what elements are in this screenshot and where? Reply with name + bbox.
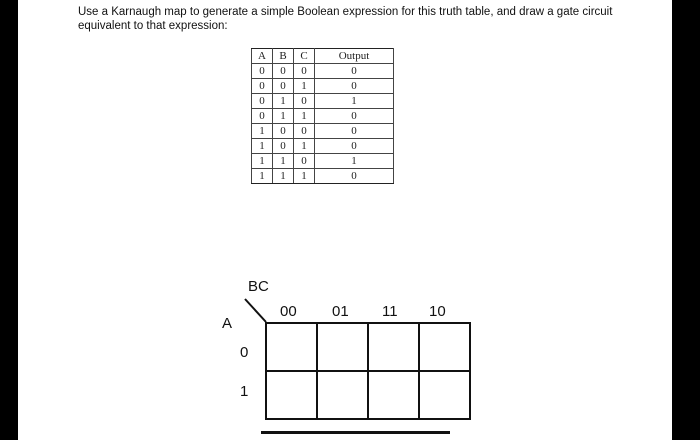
truth-table-row xyxy=(252,79,394,94)
cell: 0 xyxy=(294,124,315,139)
cell: 1 xyxy=(294,139,315,154)
truth-table-header xyxy=(252,49,394,64)
cell: 1 xyxy=(273,94,294,109)
cell: 1 xyxy=(252,124,273,139)
truth-table-row xyxy=(252,169,394,184)
cell: 0 xyxy=(294,94,315,109)
truth-table xyxy=(251,48,394,184)
header-output: Output xyxy=(315,49,394,64)
header-c: C xyxy=(294,49,315,64)
truth-table-row xyxy=(252,139,394,154)
cell: 0 xyxy=(252,64,273,79)
cell: 0 xyxy=(273,79,294,94)
cell: 1 xyxy=(294,79,315,94)
kmap-cell[interactable] xyxy=(317,323,368,371)
cell: 1 xyxy=(252,169,273,184)
header-a: A xyxy=(252,49,273,64)
kmap-grid xyxy=(265,322,471,420)
cell: 1 xyxy=(273,109,294,124)
cell: 0 xyxy=(273,124,294,139)
question-text: Use a Karnaugh map to generate a simple Boolean expression for this truth table, and draw a gate circuit equivalent to that expression: xyxy=(78,6,613,32)
header-b: B xyxy=(273,49,294,64)
cell: 0 xyxy=(294,154,315,169)
cell: 0 xyxy=(252,109,273,124)
kmap-row xyxy=(266,371,470,419)
kmap-cell[interactable] xyxy=(419,323,470,371)
kmap-cell[interactable] xyxy=(266,323,317,371)
cell: 1 xyxy=(252,139,273,154)
cell-output: 0 xyxy=(315,124,394,139)
kmap-row-variable: A xyxy=(222,315,233,332)
truth-table-row xyxy=(252,64,394,79)
cell-output: 1 xyxy=(315,94,394,109)
bottom-divider xyxy=(261,431,450,434)
document-page xyxy=(18,0,672,440)
cell: 1 xyxy=(294,109,315,124)
cell-output: 0 xyxy=(315,64,394,79)
kmap-col-label: 01 xyxy=(332,303,349,320)
cell-output: 0 xyxy=(315,109,394,124)
truth-table-row xyxy=(252,124,394,139)
kmap-cell[interactable] xyxy=(266,371,317,419)
cell: 1 xyxy=(273,169,294,184)
cell: 1 xyxy=(252,154,273,169)
kmap-row xyxy=(266,323,470,371)
cell-output: 0 xyxy=(315,139,394,154)
kmap-row-label: 1 xyxy=(240,383,249,400)
kmap-cell[interactable] xyxy=(368,323,419,371)
cell: 0 xyxy=(252,94,273,109)
kmap-cell[interactable] xyxy=(419,371,470,419)
kmap-cell[interactable] xyxy=(368,371,419,419)
kmap-col-label: 00 xyxy=(280,303,297,320)
truth-table-row xyxy=(252,154,394,169)
kmap-corner-diagonal xyxy=(244,298,268,324)
cell-output: 0 xyxy=(315,169,394,184)
cell: 1 xyxy=(294,169,315,184)
cell: 0 xyxy=(273,64,294,79)
kmap-col-variable: BC xyxy=(248,278,269,295)
kmap-col-label: 11 xyxy=(382,303,398,320)
truth-table-row xyxy=(252,109,394,124)
cell: 0 xyxy=(252,79,273,94)
cell-output: 1 xyxy=(315,154,394,169)
kmap-col-label: 10 xyxy=(429,303,446,320)
cell: 0 xyxy=(294,64,315,79)
cell: 0 xyxy=(273,139,294,154)
kmap-row-label: 0 xyxy=(240,344,249,361)
truth-table-row xyxy=(252,94,394,109)
kmap-cell[interactable] xyxy=(317,371,368,419)
cell-output: 0 xyxy=(315,79,394,94)
cell: 1 xyxy=(273,154,294,169)
